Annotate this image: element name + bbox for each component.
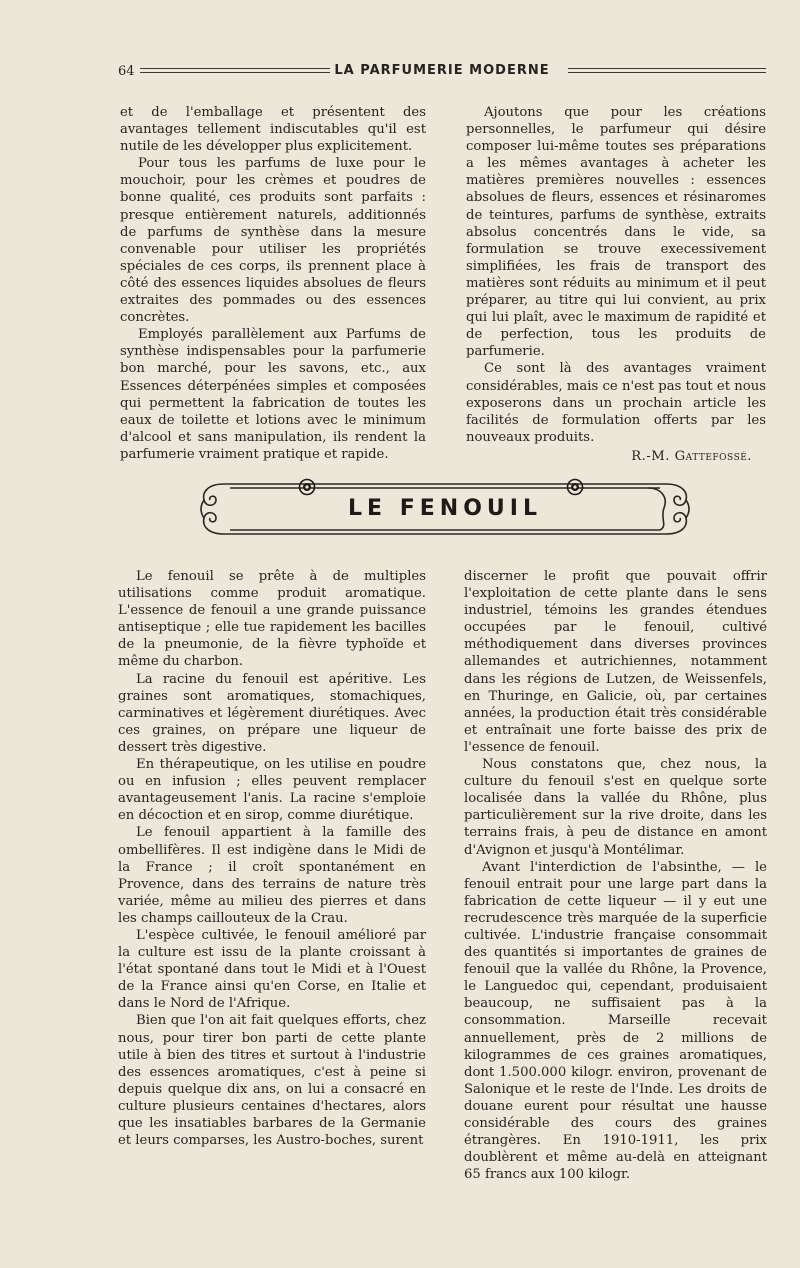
paragraph: Ce sont là des avantages vraiment considérables, mais ce n'est pas tout et nous exposerons dans un prochain article les facilités de formulation offerts par les nouveaux produits. <box>466 361 766 445</box>
paragraph: La racine du fenouil est apéritive. Les graines sont aromatiques, stomachiques, carminatives et légèrement diurétiques. Avec ces graines, on prépare une liqueur de dessert très digestive. <box>118 671 426 755</box>
paragraph: Le fenouil se prête à de multiples utilisations comme produit aromatique. L'essence de fenouil a une grande puissance antiseptique ; elle tue rapidement les bacilles de la pneumonie, de la fièvre typhoïde et même du charbon. <box>118 569 426 670</box>
paragraph: En thérapeutique, on les utilise en poudre ou en infusion ; elles peuvent remplacer avantageusement l'anis. La racine s'emploie en décoction et en sirop, comme diurétique. <box>118 757 426 824</box>
article1-column-right <box>466 104 766 465</box>
page-number: 64 <box>118 64 135 79</box>
author-signature: R.-M. Gattefossé. <box>631 448 752 464</box>
rosette-ornament-icon <box>298 478 316 496</box>
paragraph: Employés parallèlement aux Parfums de synthèse indispensables pour la parfumerie bon marché, pour les savons, etc., aux Essences déterpénées simples et composées qui permettent la fabrication de toutes les eaux de toilette et lotions avec le minimum d'alcool et sans manipulation, ils rendent la parfumerie vraiment pratique et rapide. <box>120 327 426 462</box>
article2-column-left <box>118 568 426 1149</box>
paragraph: Nous constatons que, chez nous, la culture du fenouil s'est en quelque sorte localisée dans la vallée du Rhône, plus particulièrement sur la rive droite, dans les terrains frais, à peu de distance en amont d'Avignon et jusqu'à Montélimar. <box>464 757 767 858</box>
paragraph: Pour tous les parfums de luxe pour le mouchoir, pour les crèmes et poudres de bonne qualité, ces produits sont parfaits : presque entièrement naturels, additionnés de parfums de synthèse dans la mesure convenable pour utiliser les propriétés spéciales de ces corps, ils prennent place à côté des essences liquides absolues de fleurs extraites des pommades ou des essences concrètes. <box>120 156 426 326</box>
paragraph: discerner le profit que pouvait offrir l'exploitation de cette plante dans le sens industriel, témoins les grandes étendues occupées par le fenouil, cultivé méthodiquement dans diverses provinces allemandes et autrichiennes, notamment dans les régions de Lutzen, de Weissenfels, en Thuringe, en Galicie, où, par certaines années, la production était très considérable et entraînait une forte baisse des prix de l'essence de fenouil. <box>464 569 767 755</box>
paragraph: L'espèce cultivée, le fenouil amélioré par la culture est issu de la plante croissant à l'état spontané dans tout le Midi et à l'Ouest de la France ainsi qu'en Corse, en Italie et dans le Nord de l'Afrique. <box>118 927 426 1012</box>
paragraph: et de l'emballage et présentent des avantages tellement indiscutables qu'il est nutile de les développer plus explicitement. <box>120 105 426 155</box>
article1-column-left <box>120 104 426 463</box>
paragraph: Bien que l'on ait fait quelques efforts, chez nous, pour tirer bon parti de cette plante utile à bien des titres et surtout à l'industrie des essences aromatiques, c'est à peine si depuis quelque dix ans, on lui a consacré en culture plusieurs centaines d'hectares, alors que les insatiables barbares de la Germanie et leurs comparses, les Austro-boches, surent <box>118 1013 426 1149</box>
paragraph: Ajoutons que pour les créations personnelles, le parfumeur qui désire composer lui-même toutes ses préparations a les mêmes avantages à acheter les matières premières nouvelles : essences absolues de fleurs, essences et résinaromes de teintures, parfums de synthèse, extraits absolus concentrés dans le vide, sa formulation se trouve execessivement simplifiées, les frais de transport des matières sont réduits au minimum et il peut préparer, au titre qui lui convient, au prix qui lui plaît, avec le maximum de rapidité et de perfection, tous les produits de parfumerie. <box>466 105 766 360</box>
running-header <box>118 62 766 82</box>
article-title-banner <box>200 478 690 542</box>
article2-column-right <box>464 568 767 1183</box>
journal-title: LA PARFUMERIE MODERNE <box>334 63 550 78</box>
rosette-ornament-icon <box>566 478 584 496</box>
article-title: LE FENOUIL <box>348 496 542 521</box>
header-rule-right <box>568 68 766 73</box>
paragraph: Le fenouil appartient à la famille des ombellifères. Il est indigène dans le Midi de la France ; il croît spontanément en Provence, dans des terrains de nature très variée, même au milieu des pierres et dans les champs caillouteux de la Crau. <box>118 825 426 926</box>
paragraph: Avant l'interdiction de l'absinthe, — le fenouil entrait pour une large part dans la fabrication de cette liqueur — il y eut une recrudescence très marquée de la superficie cultivée. L'industrie française consommait des quantités si importantes de graines de fenouil que la vallée du Rhône, la Provence, le Languedoc qui, cependant, produisaient beaucoup, ne suffisaient pas à la consommation. Marseille recevait annuellement, près de 2 millions de kilogrammes de ces graines aromatiques, dont 1.500.000 kilogr. environ, provenant de Salonique et le reste de l'Inde. Les droits de douane eurent pour résultat une hausse considérable des cours des graines étrangères. En 1910-1911, les prix doublèrent et même au-delà en atteignant 65 francs aux 100 kilogr. <box>464 859 767 1183</box>
